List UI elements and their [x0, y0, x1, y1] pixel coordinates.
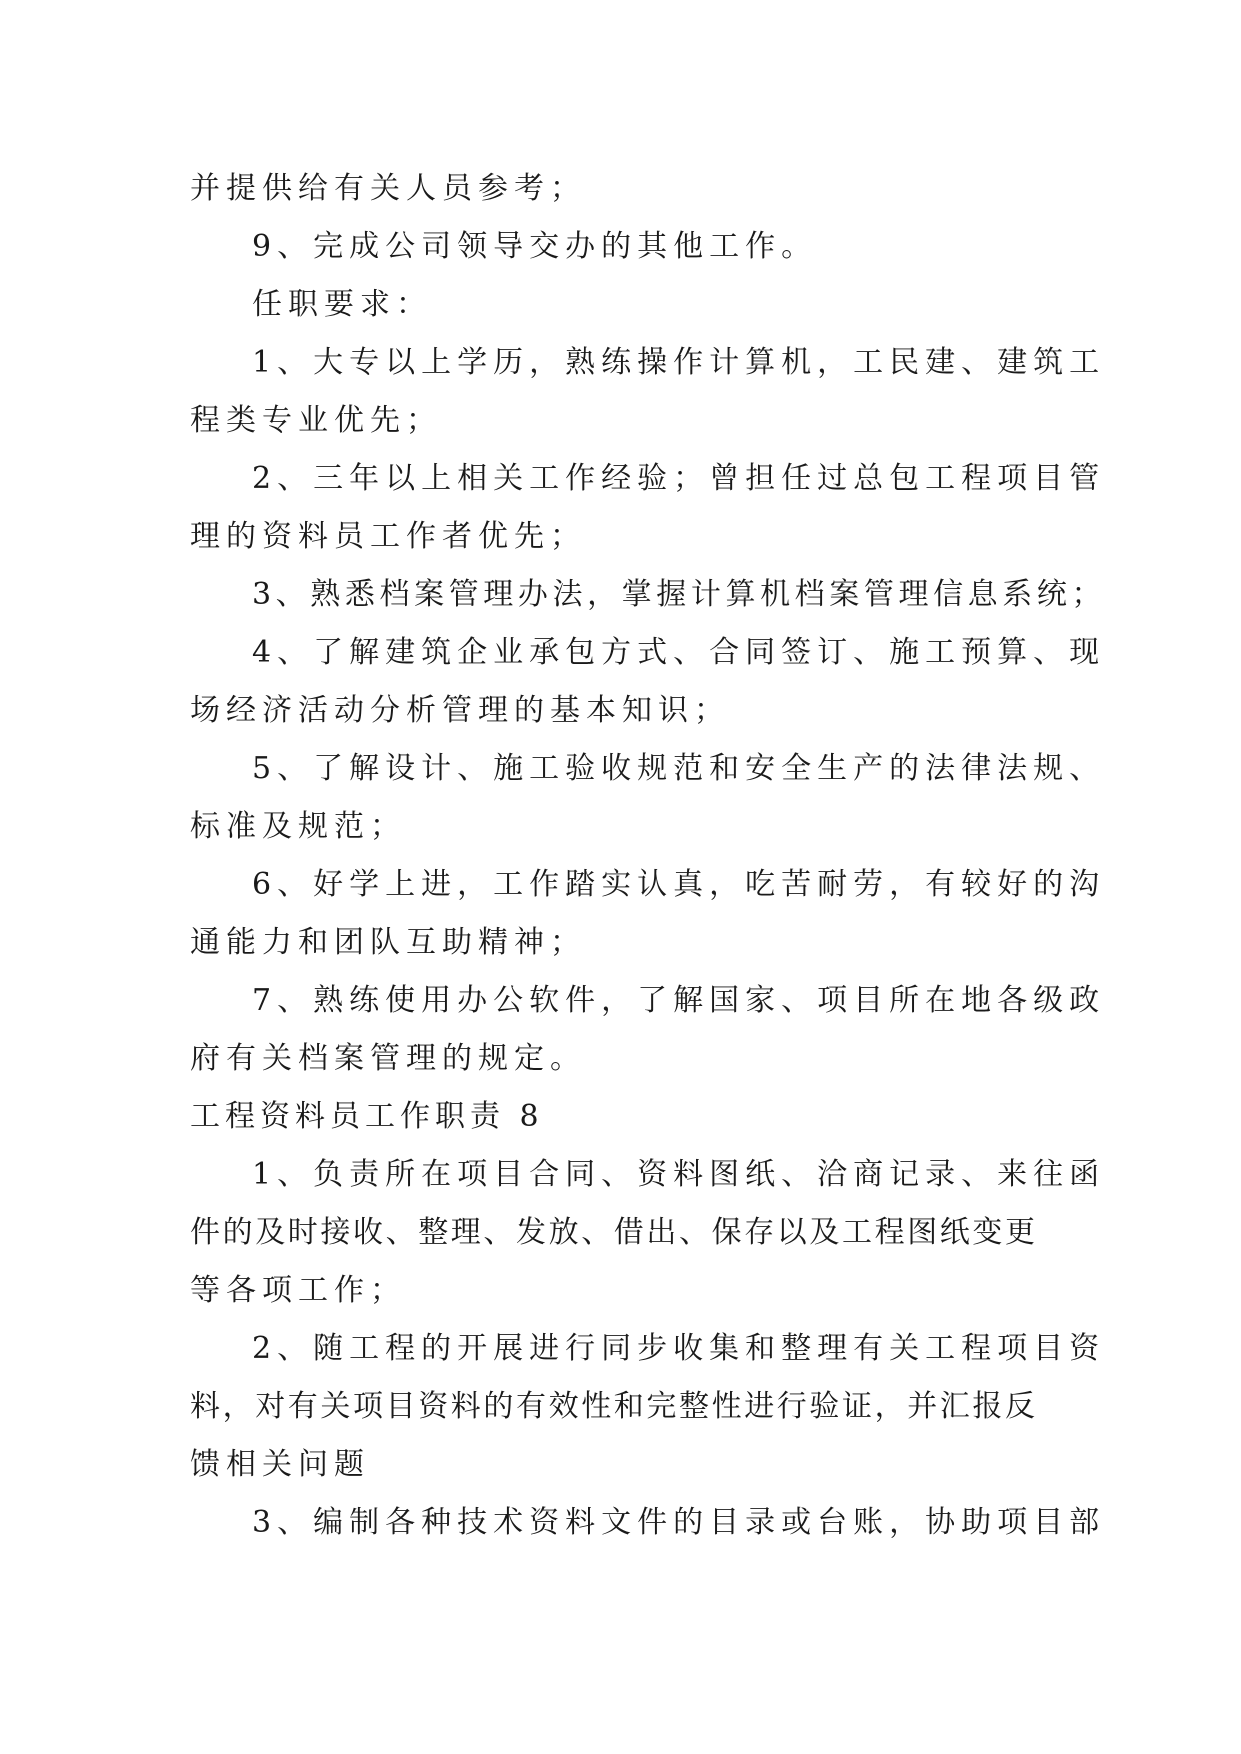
text-line: 件的及时接收、整理、发放、借出、保存以及工程图纸变更 [190, 1215, 1038, 1250]
text-line: 1、负责所在项目合同、资料图纸、洽商记录、来往函 [252, 1157, 1106, 1192]
text-line: 理的资料员工作者优先； [190, 519, 586, 554]
text-line: 3、熟悉档案管理办法，掌握计算机档案管理信息系统； [252, 577, 1107, 612]
text-line: 7、熟练使用办公软件，了解国家、项目所在地各级政 [252, 983, 1106, 1018]
text-line: 并提供给有关人员参考； [190, 171, 586, 206]
document-body [190, 160, 1107, 1552]
text-line: 6、好学上进，工作踏实认真，吃苦耐劳，有较好的沟 [252, 867, 1106, 902]
text-line: 4、了解建筑企业承包方式、合同签订、施工预算、现 [252, 635, 1106, 670]
text-line: 1、大专以上学历，熟练操作计算机，工民建、建筑工 [252, 345, 1106, 380]
text-line: 标准及规范； [190, 809, 406, 844]
text-line: 府有关档案管理的规定。 [190, 1041, 586, 1076]
text-line: 场经济活动分析管理的基本知识； [190, 693, 730, 728]
text-line: 料，对有关项目资料的有效性和完整性进行验证，并汇报反 [190, 1389, 1038, 1424]
section-heading: 任职要求： [252, 287, 432, 322]
section-title: 工程资料员工作职责 8 [190, 1099, 544, 1134]
text-line: 5、了解设计、施工验收规范和安全生产的法律法规、 [252, 751, 1106, 786]
text-line: 程类专业优先； [190, 403, 442, 438]
text-line: 通能力和团队互助精神； [190, 925, 586, 960]
text-line: 2、三年以上相关工作经验；曾担任过总包工程项目管 [252, 461, 1106, 496]
text-line: 馈相关问题 [190, 1447, 370, 1482]
text-line: 9、完成公司领导交办的其他工作。 [252, 229, 818, 264]
text-line: 等各项工作； [190, 1273, 406, 1308]
text-line: 3、编制各种技术资料文件的目录或台账，协助项目部 [252, 1505, 1106, 1540]
text-line: 2、随工程的开展进行同步收集和整理有关工程项目资 [252, 1331, 1106, 1366]
